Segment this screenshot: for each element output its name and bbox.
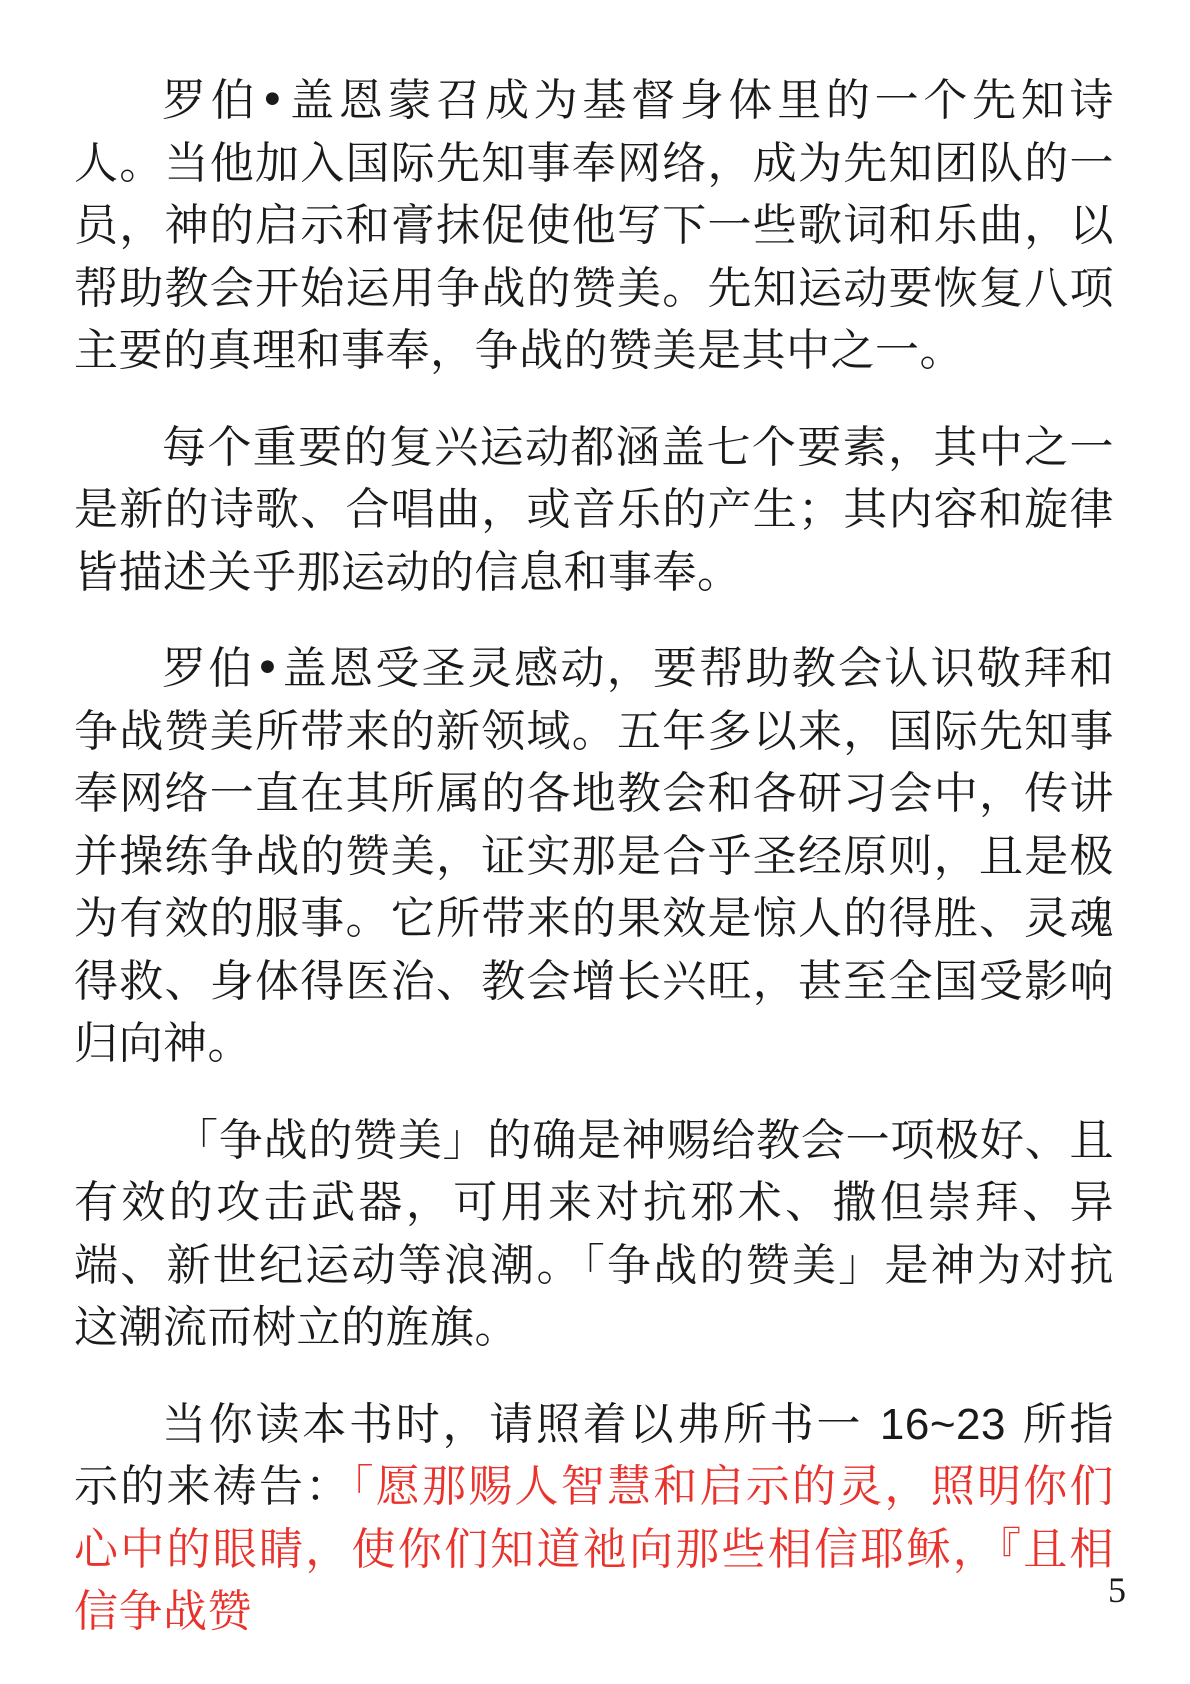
paragraph-4: 「争战的赞美」的确是神赐给教会一项极好、且有效的攻击武器，可用来对抗邪术、撒但崇拜、异端、新世纪运动等浪潮。「争战的赞美」是神为对抗这潮流而树立的旌旗。 xyxy=(74,1114,1114,1353)
paragraph-5-intro-tail: 所指示的来祷告： xyxy=(74,1398,1114,1512)
scripture-reference: 16~23 xyxy=(879,1399,1006,1449)
page-number: 5 xyxy=(1108,1570,1126,1610)
document-page xyxy=(74,70,1114,1678)
paragraph-5-intro: 当你读本书时，请照着以弗所书一 xyxy=(162,1398,864,1450)
paragraph-1: 罗伯•盖恩蒙召成为基督身体里的一个先知诗人。当他加入国际先知事奉网络，成为先知团队的一员，神的启示和膏抹促使他写下一些歌词和乐曲，以帮助教会开始运用争战的赞美。先知运动要恢复八项主要的真理和事奉，争战的赞美是其中之一。 xyxy=(74,75,1114,376)
paragraph-2: 每个重要的复兴运动都涵盖七个要素，其中之一是新的诗歌、合唱曲，或音乐的产生；其内容和旋律皆描述关乎那运动的信息和事奉。 xyxy=(74,421,1114,598)
paragraph-3: 罗伯•盖恩受圣灵感动，要帮助教会认识敬拜和争战赞美所带来的新领域。五年多以来，国际先知事奉网络一直在其所属的各地教会和各研习会中，传讲并操练争战的赞美，证实那是合乎圣经原则，且是极为有效的服事。它所带来的果效是惊人的得胜、灵魂得救、身体得医治、教会增长兴旺，甚至全国受影响归向神。 xyxy=(74,643,1114,1069)
prayer-quote: 「愿那赐人智慧和启示的灵，照明你们心中的眼睛，使你们知道祂向那些相信耶稣，『且相信争战赞 xyxy=(74,1461,1114,1637)
paragraph-5 xyxy=(74,1394,1114,1644)
